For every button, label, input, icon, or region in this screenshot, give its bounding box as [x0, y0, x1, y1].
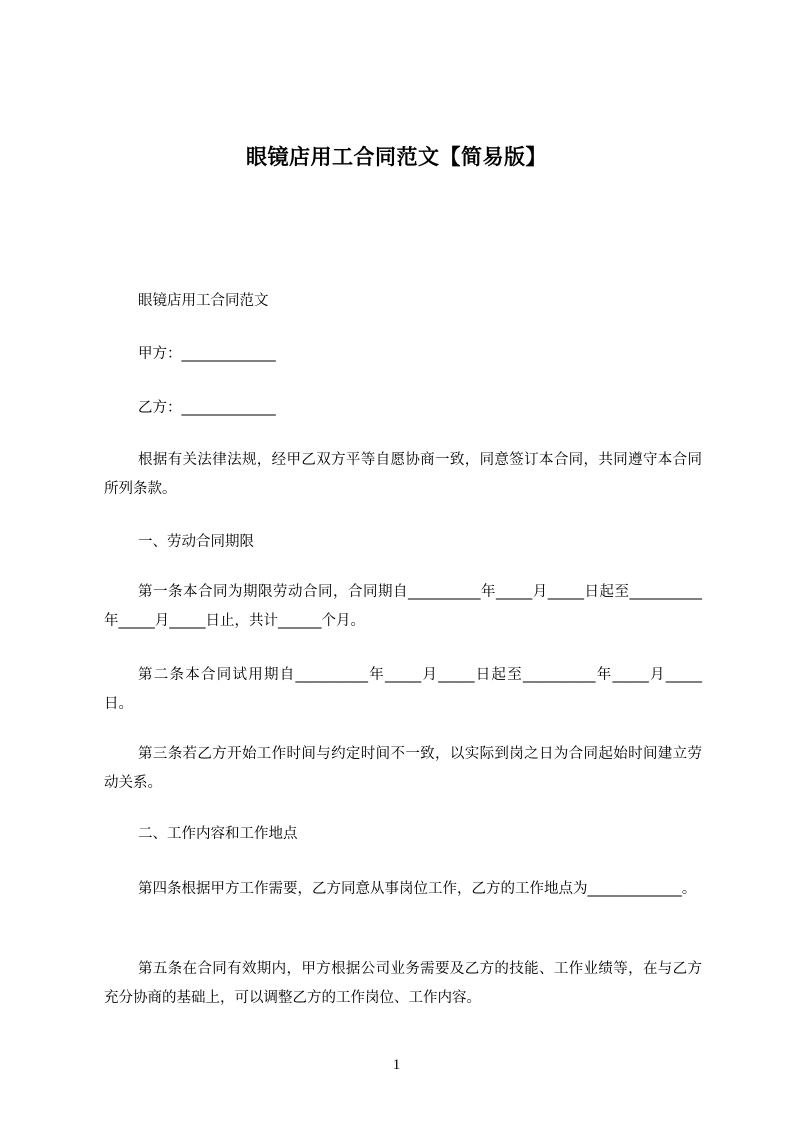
page-number: 1 [392, 1057, 401, 1073]
contract-heading: 眼镜店用工合同范文 [138, 293, 269, 309]
document-title: 眼镜店用工合同范文【简易版】 [246, 145, 547, 169]
article-3: 第三条若乙方开始工作时间与约定时间不一致，以实际到岗之日为合同起始时间建立劳动关系。 [104, 746, 702, 791]
section-heading-term: 一、劳动合同期限 [138, 534, 254, 550]
party-a-line: 甲方：_____________ [138, 346, 276, 362]
article-1: 第一条本合同为期限劳动合同，合同期自__________年_____月_____日起至__________年_____月_____日止，共计______个月。 [104, 584, 702, 629]
article-5: 第五条在合同有效期内，甲方根据公司业务需要及乙方的技能、工作业绩等，在与乙方充分协商的基础上，可以调整乙方的工作岗位、工作内容。 [104, 961, 702, 1006]
article-2: 第二条本合同试用期自__________年_____月_____日起至__________年_____月_____日。 [104, 667, 702, 712]
article-4: 第四条根据甲方工作需要，乙方同意从事岗位工作，乙方的工作地点为_____________。 [138, 881, 697, 897]
section-heading-work: 二、工作内容和工作地点 [138, 826, 298, 842]
party-b-line: 乙方：_____________ [138, 400, 276, 416]
intro-paragraph: 根据有关法律法规，经甲乙双方平等自愿协商一致，同意签订本合同，共同遵守本合同所列条款。 [104, 452, 702, 497]
